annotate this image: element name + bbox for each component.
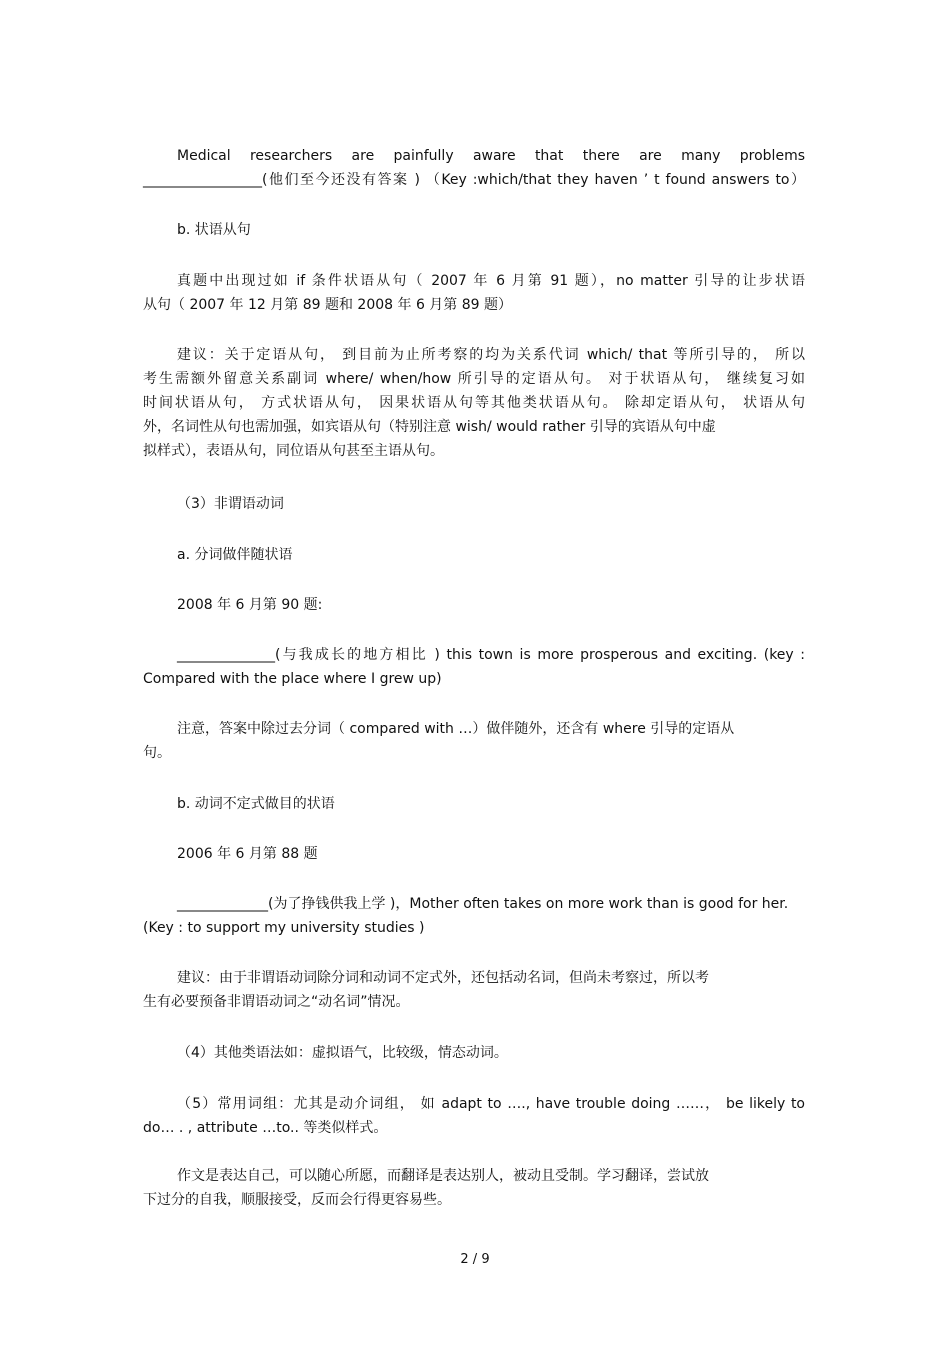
paragraph-medical-researchers — [143, 144, 805, 192]
paragraph-closing-thought — [143, 1164, 805, 1212]
text-line: Compared with the place where I grew up) — [143, 671, 442, 687]
paragraph-suggestion-clauses — [143, 343, 805, 463]
text-line: 外，名词性从句也需加强，如宾语从句（特别注意 wish/ would rather 引导的宾语从句中虚 — [143, 419, 716, 435]
text-line: a. 分词做伴随状语 — [177, 547, 293, 563]
text-line: （4）其他类语法如：虚拟语气，比较级，情态动词。 — [177, 1045, 508, 1061]
text-line: 从句（ 2007 年 12 月第 89 题和 2008 年 6 月第 89 题） — [143, 297, 513, 313]
text-line: b. 动词不定式做目的状语 — [177, 796, 335, 812]
heading-adverbial-clause — [143, 218, 805, 242]
heading-participle-adverbial — [143, 543, 805, 567]
text-line: 2008 年 6 月第 90 题: — [177, 597, 323, 613]
exam-reference-2008 — [143, 593, 805, 617]
text-line: 建议：关于定语从句， 到目前为止所考察的均为关系代词 which/ that 等所引导的， 所以 — [177, 347, 805, 363]
page-number: 2 / 9 — [460, 1252, 490, 1267]
heading-non-finite-verbs — [143, 492, 805, 516]
text-line: 2006 年 6 月第 88 题 — [177, 846, 318, 862]
heading-infinitive-purpose — [143, 792, 805, 816]
paragraph-exam-question-90 — [143, 643, 805, 691]
text-line: 作文是表达自己，可以随心所愿，而翻译是表达别人，被动且受制。学习翻译，尝试放 — [177, 1168, 709, 1184]
heading-other-grammar — [143, 1041, 805, 1065]
text-line: ______________(与我成长的地方相比 ) this town is more prosperous and exciting. (key : — [177, 647, 805, 663]
text-line: （3）非谓语动词 — [177, 496, 284, 512]
paragraph-exam-question-88 — [143, 892, 805, 940]
paragraph-common-phrases — [143, 1092, 805, 1140]
text-line: （5）常用词组：尤其是动介词组， 如 adapt to …., have trouble doing ……， be likely to — [177, 1096, 805, 1112]
text-line: 生有必要预备非谓语动词之“动名词”情况。 — [143, 994, 410, 1010]
text-line: 句。 — [143, 745, 171, 761]
paragraph-past-exams — [143, 269, 805, 317]
text-line: _________________(他们至今还没有答案 ) （Key :which/that they haven ’ t found answers to） — [143, 172, 805, 188]
text-line: 拟样式），表语从句，同位语从句甚至主语从句。 — [143, 443, 444, 459]
text-line: 注意，答案中除过去分词（ compared with …）做伴随外，还含有 where 引导的定语从 — [177, 721, 735, 737]
text-line: Medical researchers are painfully aware that there are many problems — [177, 148, 805, 164]
text-line: 建议：由于非谓语动词除分词和动词不定式外，还包括动名词，但尚未考察过，所以考 — [177, 970, 709, 986]
text-line: 时间状语从句， 方式状语从句， 因果状语从句等其他类状语从句。 除却定语从句， 状语从句 — [143, 395, 805, 411]
text-line: do… . , attribute …to.. 等类似样式。 — [143, 1120, 388, 1136]
text-line: b. 状语从句 — [177, 222, 251, 238]
text-line: _____________(为了挣钱供我上学 )，Mother often takes on more work than is good for her. — [177, 896, 789, 912]
text-line: (Key : to support my university studies ) — [143, 920, 425, 936]
text-line: 考生需额外留意关系副词 where/ when/how 所引导的定语从句。 对于状语从句， 继续复习如 — [143, 371, 805, 387]
text-line: 下过分的自我，顺服接受，反而会行得更容易些。 — [143, 1192, 451, 1208]
exam-reference-2006 — [143, 842, 805, 866]
text-line: 真题中出现过如 if 条件状语从句（ 2007 年 6 月第 91 题），no matter 引导的让步状语 — [177, 273, 805, 289]
paragraph-note-participle — [143, 717, 805, 765]
paragraph-suggestion-gerund — [143, 966, 805, 1014]
